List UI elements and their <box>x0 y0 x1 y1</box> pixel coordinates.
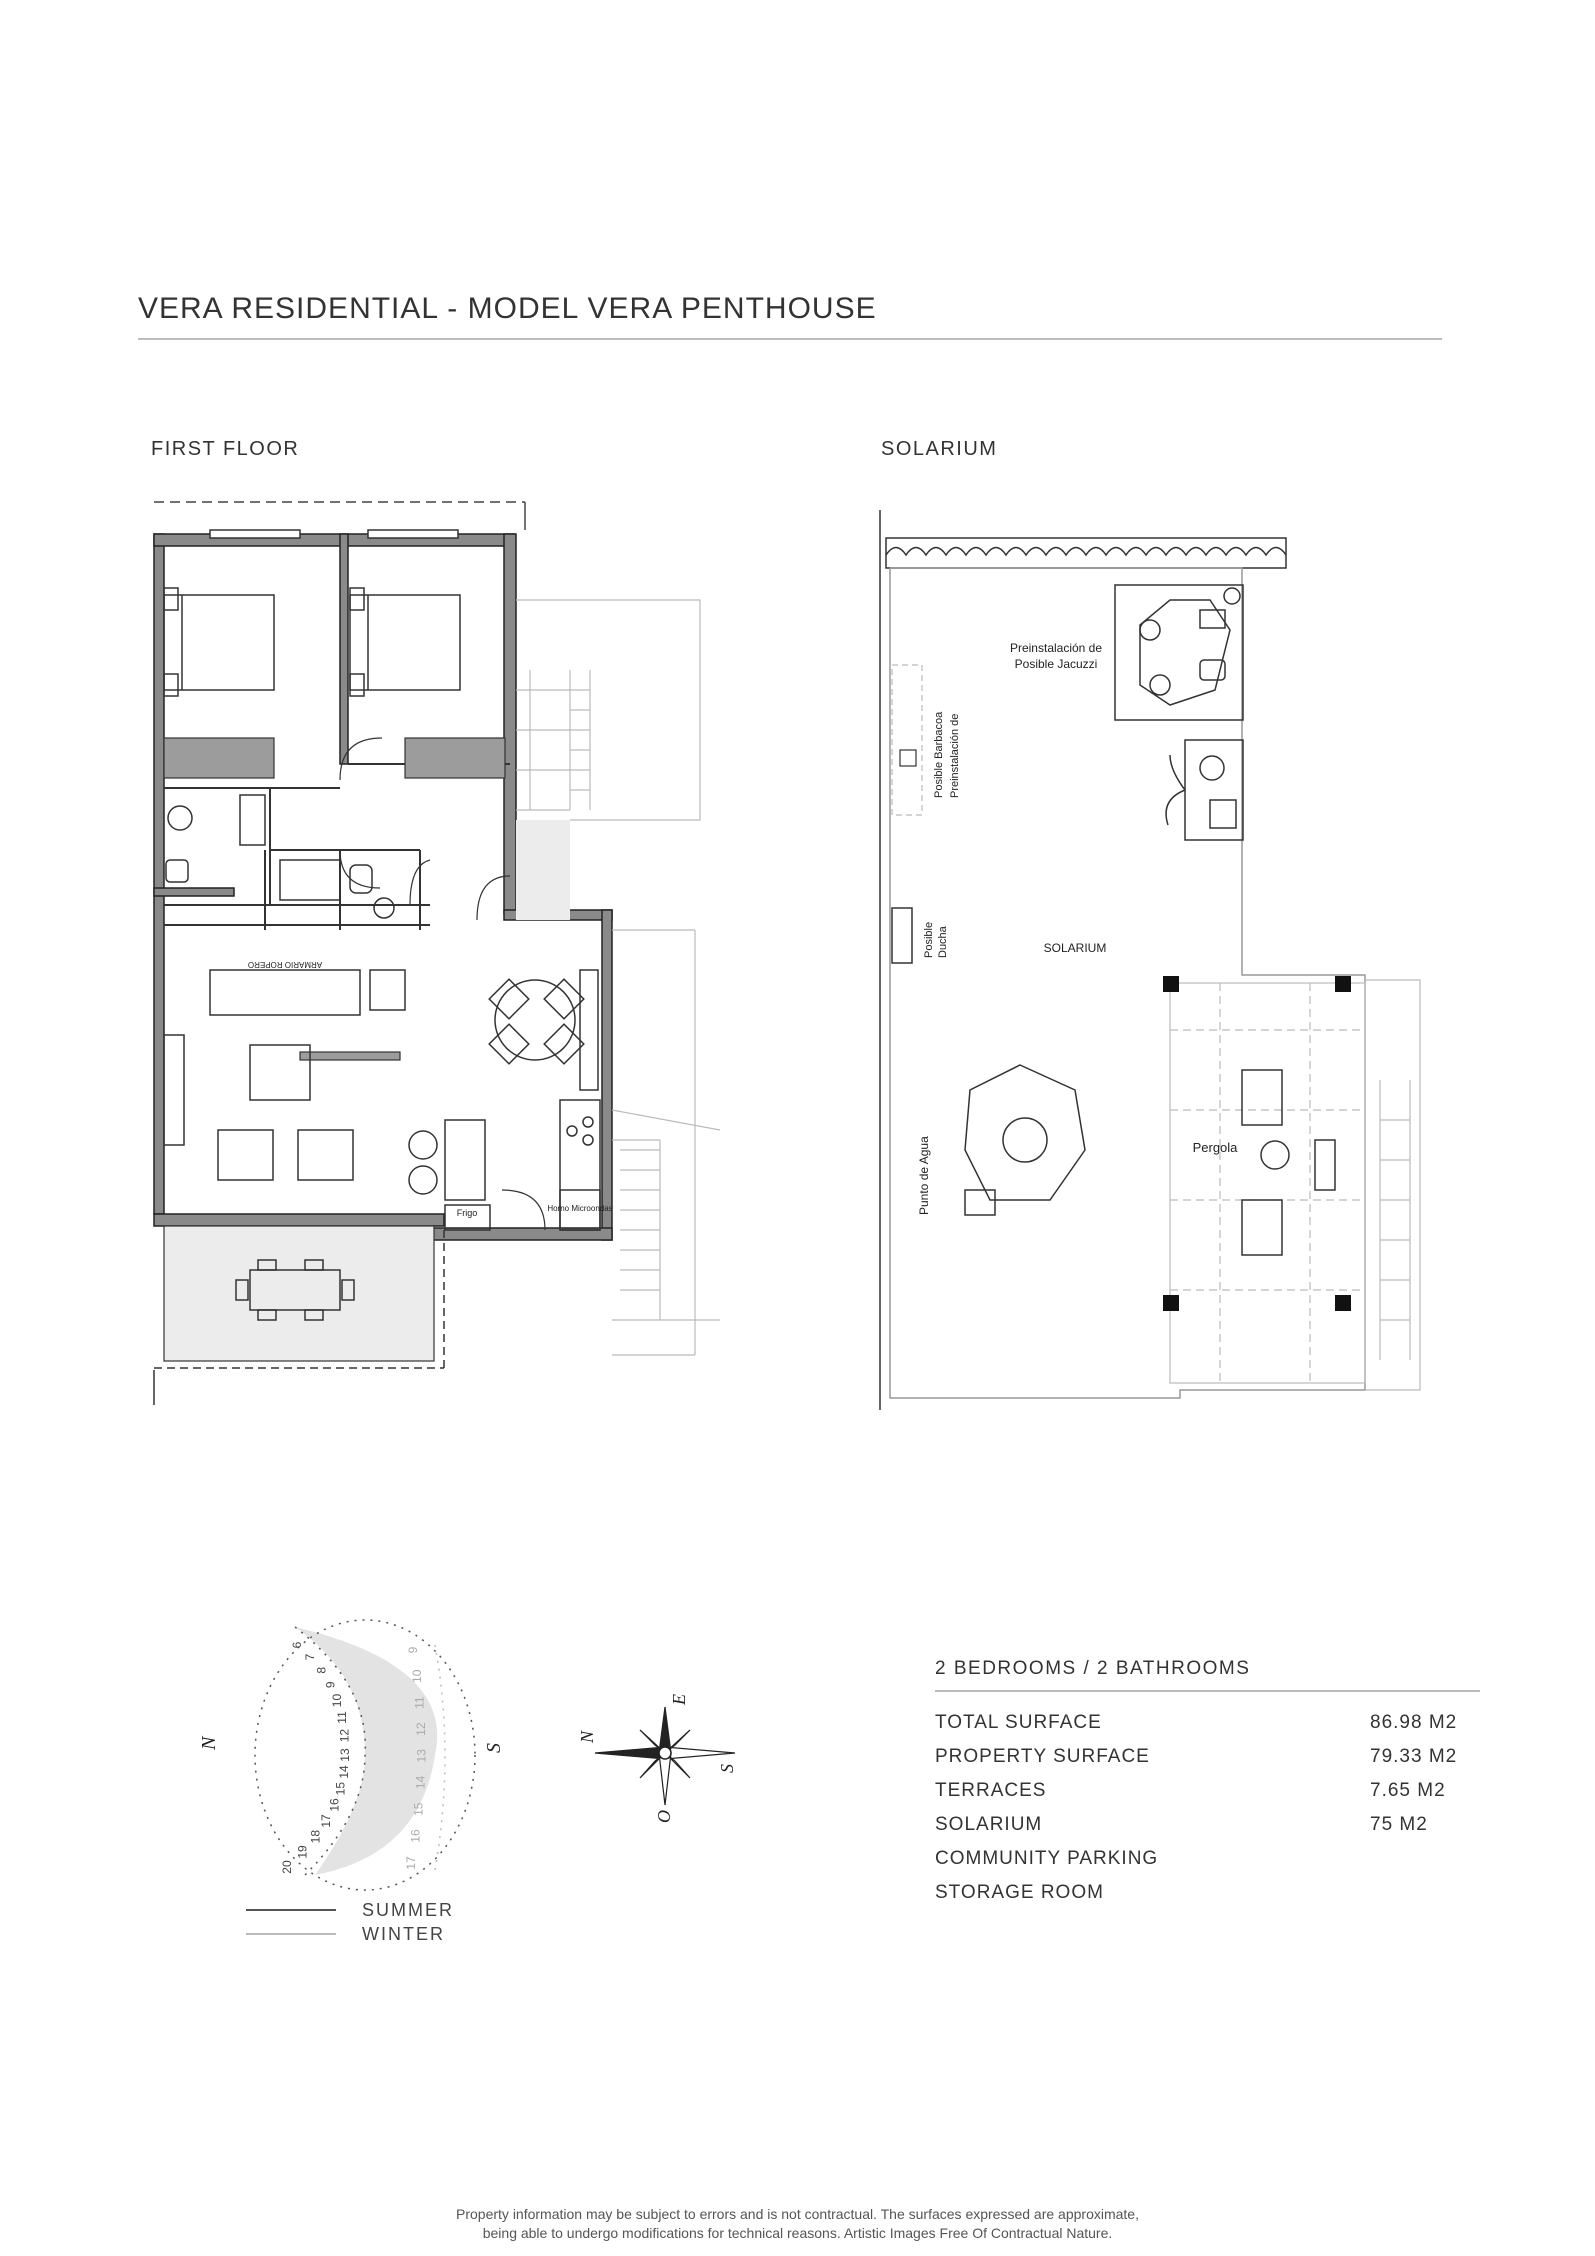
shower-tag-2: Ducha <box>937 926 949 958</box>
south-label: S <box>483 1743 505 1753</box>
disclaimer-line-1: Property information may be subject to errors and is not contractual. The surfaces expressed are approximate, <box>456 2206 1139 2222</box>
summer-hour-label: 9 <box>323 1681 338 1689</box>
winter-hour-label: 12 <box>414 1722 429 1736</box>
solarium-plan <box>870 500 1440 1420</box>
spec-label: PROPERTY SURFACE <box>935 1746 1150 1767</box>
winter-hour-label: 15 <box>411 1802 426 1816</box>
compass-rose <box>577 1694 737 1825</box>
spec-label: STORAGE ROOM <box>935 1882 1104 1903</box>
pergola-tag: Pergola <box>1192 1140 1238 1155</box>
sun-legend <box>246 1898 454 1946</box>
jacuzzi-tag-1: Preinstalación de <box>1009 641 1103 655</box>
spec-label: TOTAL SURFACE <box>935 1712 1102 1733</box>
disclaimer <box>0 2205 1595 2243</box>
solarium-area-tag: SOLARIUM <box>1043 941 1107 955</box>
sun-path-chart <box>195 1605 535 1895</box>
spec-row <box>935 1774 1480 1808</box>
summer-hour-label: 19 <box>295 1845 310 1859</box>
compass-n: N <box>577 1730 597 1743</box>
summer-hour-label: 6 <box>290 1641 304 1649</box>
winter-hour-label: 9 <box>406 1646 420 1654</box>
spec-row <box>935 1740 1480 1774</box>
page-title: VERA RESIDENTIAL - MODEL VERA PENTHOUSE <box>138 292 877 325</box>
winter-hour-label: 10 <box>409 1669 424 1683</box>
summer-hour-label: 14 <box>336 1765 351 1779</box>
compass-s: S <box>717 1764 737 1773</box>
summer-hour-label: 16 <box>327 1798 342 1812</box>
solarium-label: SOLARIUM <box>881 438 998 460</box>
winter-arc <box>435 1645 445 1870</box>
winter-hour-label: 16 <box>408 1829 423 1843</box>
fridge-tag: Frigo <box>456 1208 478 1218</box>
jacuzzi-tag-2: Posible Jacuzzi <box>1014 657 1098 671</box>
winter-hour-label: 17 <box>404 1856 418 1870</box>
first-floor-label: FIRST FLOOR <box>151 438 300 460</box>
water-point-tag: Punto de Agua <box>917 1136 931 1215</box>
spec-value: 79.33 M2 <box>1370 1746 1458 1767</box>
oven-tag: Horno Microondas <box>547 1204 613 1213</box>
spec-value: 86.98 M2 <box>1370 1712 1458 1733</box>
summer-hour-label: 7 <box>303 1653 318 1661</box>
spec-label: TERRACES <box>935 1780 1047 1801</box>
specs-table <box>935 1658 1480 1910</box>
summer-line <box>246 1909 336 1911</box>
winter-hour-label: 14 <box>413 1775 428 1790</box>
wardrobe-tag: ARMARIO ROPERO <box>247 960 323 969</box>
summer-hour-label: 20 <box>280 1860 294 1874</box>
legend-winter <box>246 1922 454 1946</box>
spec-value: 7.65 M2 <box>1370 1780 1446 1801</box>
spec-row <box>935 1808 1480 1842</box>
winter-line <box>246 1933 336 1935</box>
compass-o: O <box>654 1810 674 1823</box>
legend-summer <box>246 1898 454 1922</box>
legend-summer-label: SUMMER <box>362 1899 454 1920</box>
north-label: N <box>198 1736 220 1750</box>
legend-winter-label: WINTER <box>362 1923 445 1944</box>
summer-hour-label: 8 <box>314 1666 329 1674</box>
winter-hour-label: 11 <box>412 1696 427 1709</box>
disclaimer-line-2: being able to undergo modifications for technical reasons. Artistic Images Free Of Contractual Nature. <box>482 2225 1113 2241</box>
spec-value <box>1370 1842 1480 1876</box>
compass-e: E <box>669 1694 689 1705</box>
shower-tag-1: Posible <box>923 921 935 958</box>
spec-row <box>935 1706 1480 1740</box>
summer-hour-label: 17 <box>319 1814 334 1828</box>
spec-value <box>1370 1876 1480 1910</box>
spec-label: SOLARIUM <box>935 1814 1043 1835</box>
summer-hour-label: 15 <box>333 1781 348 1796</box>
summer-hour-label: 12 <box>337 1728 352 1743</box>
summer-hour-label: 18 <box>308 1829 323 1844</box>
summer-hour-label: 11 <box>334 1711 349 1724</box>
spec-label: COMMUNITY PARKING <box>935 1848 1159 1869</box>
summer-hour-label: 10 <box>330 1693 345 1708</box>
summer-hour-label: 13 <box>338 1748 352 1762</box>
spec-value: 75 M2 <box>1370 1814 1428 1835</box>
specs-heading: 2 BEDROOMS / 2 BATHROOMS <box>935 1658 1480 1692</box>
first-floor-plan <box>140 490 720 1410</box>
barbecue-tag-2: Posible Barbacoa <box>933 711 945 798</box>
spec-row <box>935 1876 1480 1910</box>
winter-hour-label: 13 <box>414 1749 429 1763</box>
barbecue-tag-1: Preinstalación de <box>949 713 961 798</box>
spec-row <box>935 1842 1480 1876</box>
title-divider <box>138 338 1442 340</box>
